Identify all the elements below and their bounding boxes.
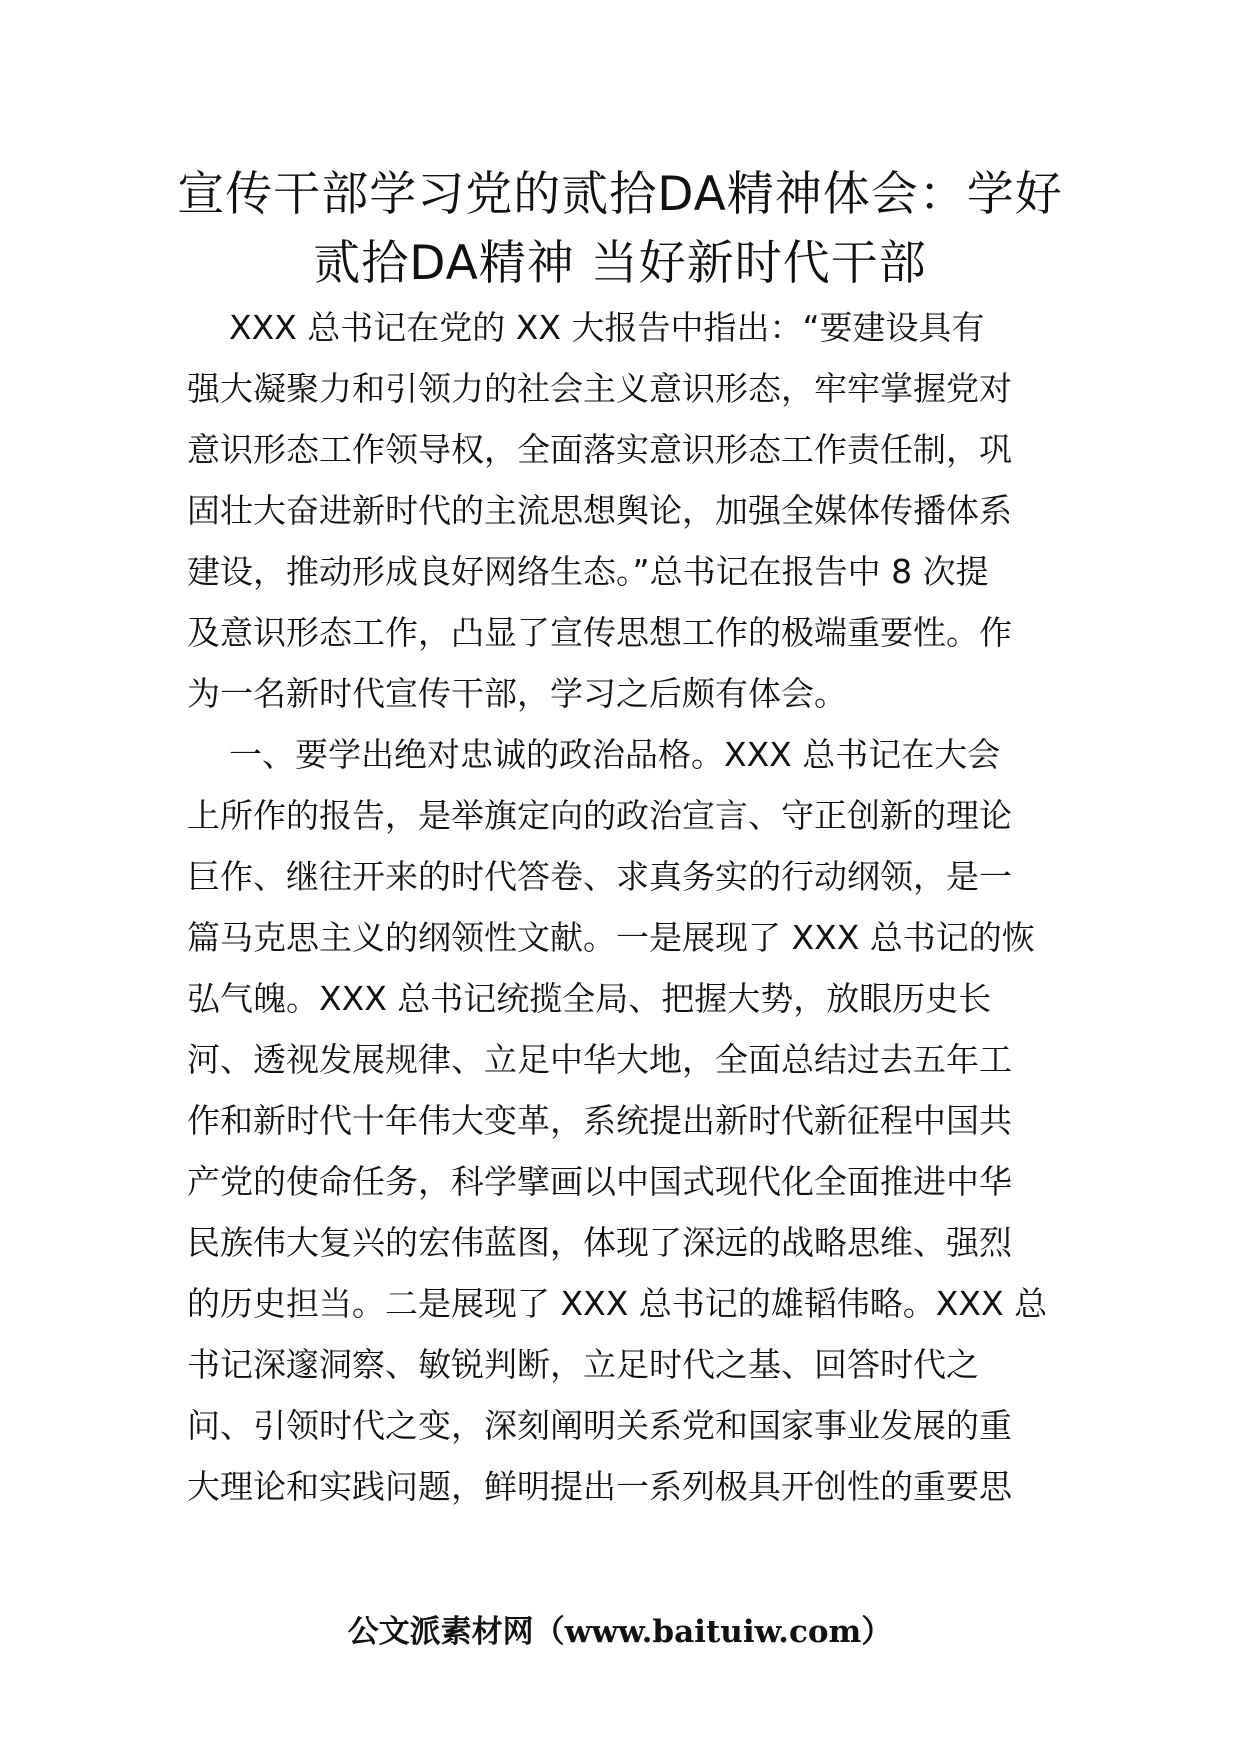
text-line: 巨作、继往开来的时代答卷、求真务实的行动纲领，是一 (187, 857, 1012, 896)
text-line: 弘气魄。XXX 总书记统揽全局、把握大势，放眼历史长 (187, 979, 992, 1018)
text-line: 固壮大奋进新时代的主流思想舆论，加强全媒体传播体系 (187, 491, 1012, 530)
title-line: 贰拾DA精神 当好新时代干部 (313, 236, 927, 291)
text-line: 书记深邃洞察、敏锐判断，立足时代之基、回答时代之 (187, 1345, 979, 1384)
text-line: 的历史担当。二是展现了 XXX 总书记的雄韬伟略。XXX 总 (187, 1284, 1048, 1323)
text-line: 上所作的报告，是举旗定向的政治宣言、守正创新的理论 (187, 796, 1012, 835)
text-line: 作和新时代十年伟大变革，系统提出新时代新征程中国共 (187, 1101, 1012, 1140)
text-line: 为一名新时代宣传干部，学习之后颇有体会。 (187, 674, 847, 713)
paragraph-intro (187, 297, 1057, 724)
title-line: 宣传干部学习党的贰拾DA精神体会：学好 (177, 167, 1063, 222)
text-line: 大理论和实践问题，鲜明提出一系列极具开创性的重要思 (187, 1467, 1012, 1506)
text-line: 民族伟大复兴的宏伟蓝图，体现了深远的战略思维、强烈 (187, 1223, 1012, 1262)
document-title (150, 160, 1090, 298)
text-line: XXX 总书记在党的 XX 大报告中指出：“要建设具有 (187, 308, 985, 347)
text-line: 一、要学出绝对忠诚的政治品格。XXX 总书记在大会 (187, 735, 1001, 774)
text-line: 意识形态工作领导权，全面落实意识形态工作责任制，巩 (187, 430, 1012, 469)
footer-watermark: 公文派素材网（www.baituiw.com） (347, 1614, 893, 1650)
text-line: 产党的使命任务，科学擘画以中国式现代化全面推进中华 (187, 1162, 1012, 1201)
paragraph-section-one (187, 724, 1057, 1517)
text-line: 强大凝聚力和引领力的社会主义意识形态，牢牢掌握党对 (187, 369, 1012, 408)
text-line: 建设，推动形成良好网络生态。”总书记在报告中 8 次提 (187, 552, 989, 591)
text-line: 篇马克思主义的纲领性文献。一是展现了 XXX 总书记的恢 (187, 918, 1035, 957)
text-line: 及意识形态工作，凸显了宣传思想工作的极端重要性。作 (187, 613, 1012, 652)
text-line: 河、透视发展规律、立足中华大地，全面总结过去五年工 (187, 1040, 1012, 1079)
document-body (187, 297, 1057, 1517)
text-line: 问、引领时代之变，深刻阐明关系党和国家事业发展的重 (187, 1406, 1012, 1445)
